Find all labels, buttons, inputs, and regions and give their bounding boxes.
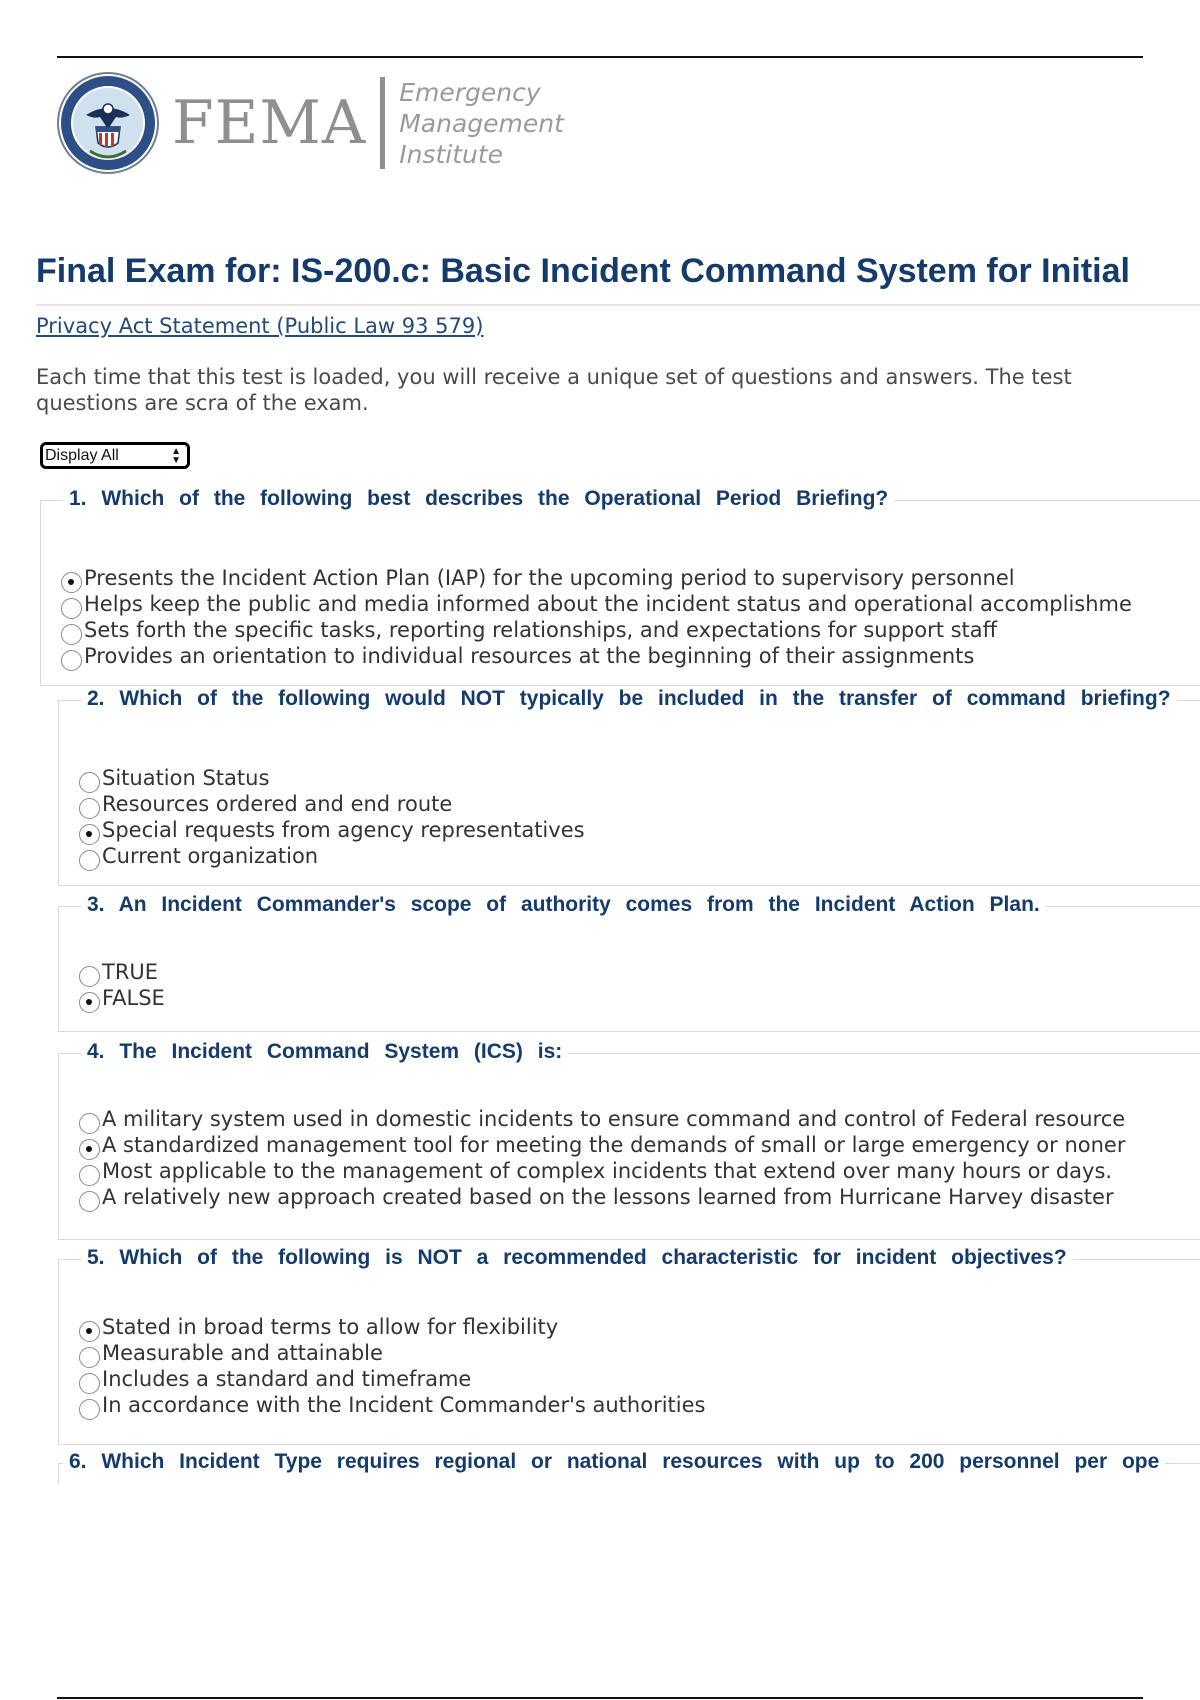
answer-label: Presents the Incident Action Plan (IAP) for the upcoming period to supervisory personnel (84, 566, 1015, 590)
page-title: Final Exam for: IS-200.c: Basic Incident Command System for Initial (36, 252, 1130, 290)
radio-button[interactable] (79, 992, 100, 1013)
answer-label: In accordance with the Incident Commander's authorities (102, 1393, 706, 1417)
answer-option[interactable] (79, 1392, 705, 1418)
radio-button[interactable] (61, 572, 82, 593)
emi-line: Institute (399, 139, 504, 169)
answer-option[interactable] (79, 1132, 1125, 1158)
answer-options (61, 565, 1132, 669)
answer-label: A military system used in domestic incidents to ensure command and control of Federal resource (102, 1107, 1126, 1131)
emi-line: Management (399, 108, 564, 138)
question-text: 3. An Incident Commander's scope of authority comes from the Incident Action Plan. (81, 893, 1046, 917)
question-text: 2. Which of the following would NOT typically be included in the transfer of command briefing? (81, 687, 1177, 711)
question-text: 6. Which Incident Type requires regional or national resources with up to 200 personnel per ope (63, 1450, 1165, 1474)
answer-option[interactable] (79, 959, 165, 985)
answer-option[interactable] (79, 765, 585, 791)
radio-button[interactable] (79, 1113, 100, 1134)
answer-label: FALSE (102, 986, 165, 1010)
question-6 (58, 1450, 1200, 1484)
question-text: 5. Which of the following is NOT a recommended characteristic for incident objectives? (81, 1246, 1073, 1270)
emi-line: Emergency (399, 77, 541, 107)
question-text: 4. The Incident Command System (ICS) is: (81, 1040, 568, 1064)
radio-button[interactable] (79, 798, 100, 819)
radio-button[interactable] (61, 598, 82, 619)
answer-option[interactable] (79, 1158, 1125, 1184)
answer-option[interactable] (79, 1366, 705, 1392)
emi-wordmark (399, 77, 564, 170)
fema-emi-logo (56, 68, 564, 178)
answer-label: Sets forth the specific tasks, reporting relationships, and expectations for support staff (84, 618, 998, 642)
radio-button[interactable] (79, 772, 100, 793)
radio-button[interactable] (79, 824, 100, 845)
exam-instructions: Each time that this test is loaded, you will receive a unique set of questions and answers. The test questions are scra of the exam. (36, 365, 1072, 415)
answer-option[interactable] (79, 817, 585, 843)
answer-label: A relatively new approach created based on the lessons learned from Hurricane Harvey disaster (102, 1185, 1114, 1209)
answer-option[interactable] (79, 843, 585, 869)
answer-option[interactable] (79, 1314, 705, 1340)
answer-option[interactable] (61, 617, 1132, 643)
answer-label: Stated in broad terms to allow for flexibility (102, 1315, 559, 1339)
radio-button[interactable] (79, 1373, 100, 1394)
answer-option[interactable] (79, 1340, 705, 1366)
radio-button[interactable] (79, 1347, 100, 1368)
answer-label: TRUE (102, 960, 159, 984)
question-2 (58, 687, 1200, 886)
answer-label: A standardized management tool for meeting the demands of small or large emergency or noner (102, 1133, 1126, 1157)
radio-button[interactable] (61, 624, 82, 645)
answer-options (79, 959, 165, 1011)
answer-label: Special requests from agency representatives (102, 818, 585, 842)
answer-label: Measurable and attainable (102, 1341, 383, 1365)
select-arrows-icon: ▲ ▼ (171, 446, 181, 466)
bottom-rule (57, 1697, 1143, 1699)
radio-button[interactable] (79, 1191, 100, 1212)
answer-option[interactable] (79, 1184, 1125, 1210)
top-rule (57, 56, 1143, 58)
answer-option[interactable] (79, 791, 585, 817)
answer-options (79, 1314, 705, 1418)
fema-wordmark: FEMA (172, 88, 367, 158)
answer-label: Includes a standard and timeframe (102, 1367, 472, 1391)
answer-option[interactable] (79, 985, 165, 1011)
answer-label: Helps keep the public and media informed about the incident status and operational accomplishme (84, 592, 1132, 616)
question-4 (58, 1040, 1200, 1240)
display-mode-select[interactable] (40, 442, 190, 469)
radio-button[interactable] (79, 1399, 100, 1420)
radio-button[interactable] (79, 1165, 100, 1186)
title-divider (36, 304, 1200, 306)
answer-option[interactable] (61, 591, 1132, 617)
radio-button[interactable] (79, 1321, 100, 1342)
answer-label: Current organization (102, 844, 319, 868)
radio-button[interactable] (79, 1139, 100, 1160)
answer-label: Situation Status (102, 766, 270, 790)
privacy-act-link[interactable]: Privacy Act Statement (Public Law 93 579) (36, 314, 484, 338)
answer-option[interactable] (61, 643, 1132, 669)
question-5 (58, 1246, 1200, 1445)
answer-label: Most applicable to the management of complex incidents that extend over many hours or days. (102, 1159, 1113, 1183)
answer-option[interactable] (79, 1106, 1125, 1132)
radio-button[interactable] (79, 850, 100, 871)
radio-button[interactable] (79, 966, 100, 987)
answer-options (79, 1106, 1125, 1210)
answer-option[interactable] (61, 565, 1132, 591)
answer-label: Provides an orientation to individual resources at the beginning of their assignments (84, 644, 975, 668)
dhs-seal-icon (56, 71, 160, 175)
question-3 (58, 893, 1200, 1032)
radio-button[interactable] (61, 650, 82, 671)
display-mode-value: Display All (45, 447, 119, 464)
answer-label: Resources ordered and end route (102, 792, 453, 816)
answer-options (79, 765, 585, 869)
question-1 (40, 487, 1200, 686)
question-text: 1. Which of the following best describes the Operational Period Briefing? (63, 487, 894, 511)
logo-divider (380, 77, 385, 169)
